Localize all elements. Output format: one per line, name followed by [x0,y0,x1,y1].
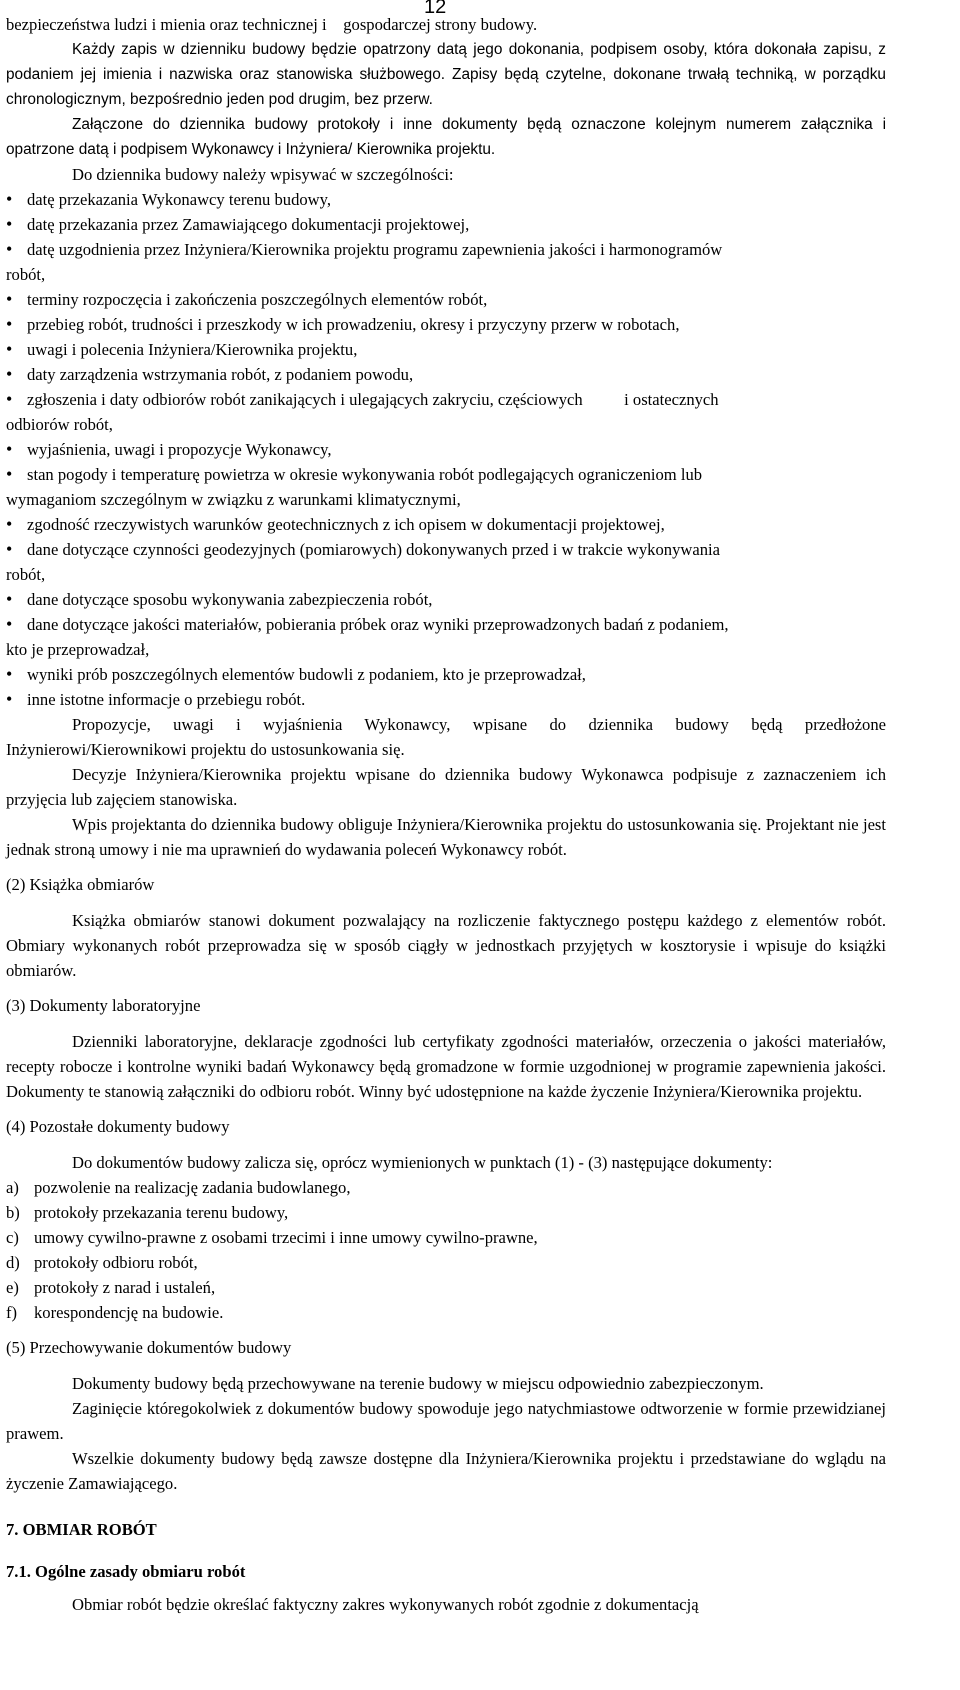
list-item: • stan pogody i temperaturę powietrza w okresie wykonywania robót podlegających ograniczeniom lub wymaganiom szczególnym w związku z warunkami klimatycznymi, [6,462,886,512]
list-item: • datę uzgodnienia przez Inżyniera/Kierownika projektu programu zapewnienia jakości i harmonogramów robót, [6,237,886,287]
section-heading: (3) Dokumenty laboratoryjne [6,996,201,1015]
document-body [6,12,886,1617]
list-item: • daty zarządzenia wstrzymania robót, z podaniem powodu, [6,362,886,387]
attachments-paragraph: Załączone do dziennika budowy protokoły i inne dokumenty będą oznaczone kolejnym numerem załącznika i opatrzone datą i podpisem Wykonawcy i Inżyniera/ Kierownika projektu. [6,116,886,158]
other-documents-list [6,1175,886,1325]
list-item: • uwagi i polecenia Inżyniera/Kierownika projektu, [6,337,886,362]
chapter-heading: 7. OBMIAR ROBÓT [6,1520,157,1539]
list-item: • dane dotyczące czynności geodezyjnych (pomiarowych) dokonywanych przed i w trakcie wykonywania robót, [6,537,886,587]
entries-paragraph: Każdy zapis w dzienniku budowy będzie opatrzony datą jego dokonania, podpisem osoby, która dokonała zapisu, z podaniem jej imienia i nazwiska oraz stanowiska służbowego. Zapisy będą czytelne, dokonane trwałą techniką, w porządku chronologicznym, bezpośrednio jeden pod drugim, bez przerw. [6,41,886,108]
section-heading: (5) Przechowywanie dokumentów budowy [6,1338,292,1357]
list-item: f) korespondencję na budowie. [6,1303,224,1322]
section-paragraph: Dzienniki laboratoryjne, deklaracje zgodności lub certyfikaty zgodności materiałów, orzeczenia o jakości materiałów, recepty robocze i kontrolne wyniki badań Wykonawcy będą gromadzone w formie uzgodnionej w programie zapewnienia jakości. Dokumenty te stanowią załączniki do odbioru robót. Winny być udostępnione na każde życzenie Inżyniera/Kierownika projektu. [6,1032,886,1101]
section-paragraph: Dokumenty budowy będą przechowywane na terenie budowy w miejscu odpowiednio zabezpieczonym. [72,1374,764,1393]
list-item: • terminy rozpoczęcia i zakończenia poszczególnych elementów robót, [6,287,886,312]
subchapter-heading: 7.1. Ogólne zasady obmiaru robót [6,1562,246,1581]
list-item: • datę przekazania przez Zamawiającego dokumentacji projektowej, [6,212,886,237]
section-paragraph: Książka obmiarów stanowi dokument pozwalający na rozliczenie faktycznego postępu każdego z elementów robót. Obmiary wykonanych robót przeprowadza się w sposób ciągły w jednostkach przyjętych w kosztorysie i wpisuje do książki obmiarów. [6,911,886,980]
list-item: • przebieg robót, trudności i przeszkody w ich prowadzeniu, okresy i przyczyny przerw w robotach, [6,312,886,337]
list-item: b) protokoły przekazania terenu budowy, [6,1203,289,1222]
list-item: • zgłoszenia i daty odbiorów robót zanikających i ulegających zakryciu, częściowych i ostatecznych odbiorów robót, [6,387,886,437]
intro-line: bezpieczeństwa ludzi i mienia oraz technicznej i gospodarczej strony budowy. [6,15,538,34]
list-intro: Do dziennika budowy należy wpisywać w szczególności: [72,165,454,184]
list-item: • inne istotne informacje o przebiegu robót. [6,687,886,712]
list-item: e) protokoły z narad i ustaleń, [6,1278,216,1297]
section-heading: (2) Książka obmiarów [6,875,155,894]
proposals-paragraph: Propozycje, uwagi i wyjaśnienia Wykonawcy, wpisane do dziennika budowy będą przedłożone Inżynierowi/Kierownikowi projektu do ustosunkowania się. [6,715,886,759]
list-item: d) protokoły odbioru robót, [6,1253,198,1272]
list-item: • dane dotyczące jakości materiałów, pobierania próbek oraz wyniki przeprowadzonych badań z podaniem, kto je przeprowadzał, [6,612,886,662]
section-paragraph: Obmiar robót będzie określać faktyczny zakres wykonywanych robót zgodnie z dokumentacją [72,1595,699,1614]
list-item: • wyniki prób poszczególnych elementów budowli z podaniem, kto je przeprowadzał, [6,662,886,687]
section-heading: (4) Pozostałe dokumenty budowy [6,1117,230,1136]
list-item: • zgodność rzeczywistych warunków geotechnicznych z ich opisem w dokumentacji projektowej, [6,512,886,537]
list-item: c) umowy cywilno-prawne z osobami trzecimi i inne umowy cywilno-prawne, [6,1228,538,1247]
journal-entries-list [6,187,886,712]
section-paragraph: Zaginięcie któregokolwiek z dokumentów budowy spowoduje jego natychmiastowe odtworzenie w formie przewidzianej prawem. [6,1399,886,1443]
section-paragraph: Do dokumentów budowy zalicza się, oprócz wymienionych w punktach (1) - (3) następujące dokumenty: [72,1153,773,1172]
section-paragraph: Wszelkie dokumenty budowy będą zawsze dostępne dla Inżyniera/Kierownika projektu i przedstawiane do wglądu na życzenie Zamawiającego. [6,1449,886,1493]
page-number: 12 [424,0,447,18]
designer-paragraph: Wpis projektanta do dziennika budowy obliguje Inżyniera/Kierownika projektu do ustosunkowania się. Projektant nie jest jednak stroną umowy i nie ma uprawnień do wydawania poleceń Wykonawcy robót. [6,815,886,859]
list-item: • wyjaśnienia, uwagi i propozycje Wykonawcy, [6,437,886,462]
list-item: • datę przekazania Wykonawcy terenu budowy, [6,187,886,212]
list-item: a) pozwolenie na realizację zadania budowlanego, [6,1178,351,1197]
decisions-paragraph: Decyzje Inżyniera/Kierownika projektu wpisane do dziennika budowy Wykonawca podpisuje z zaznaczeniem ich przyjęcia lub zajęciem stanowiska. [6,765,886,809]
list-item: • dane dotyczące sposobu wykonywania zabezpieczenia robót, [6,587,886,612]
